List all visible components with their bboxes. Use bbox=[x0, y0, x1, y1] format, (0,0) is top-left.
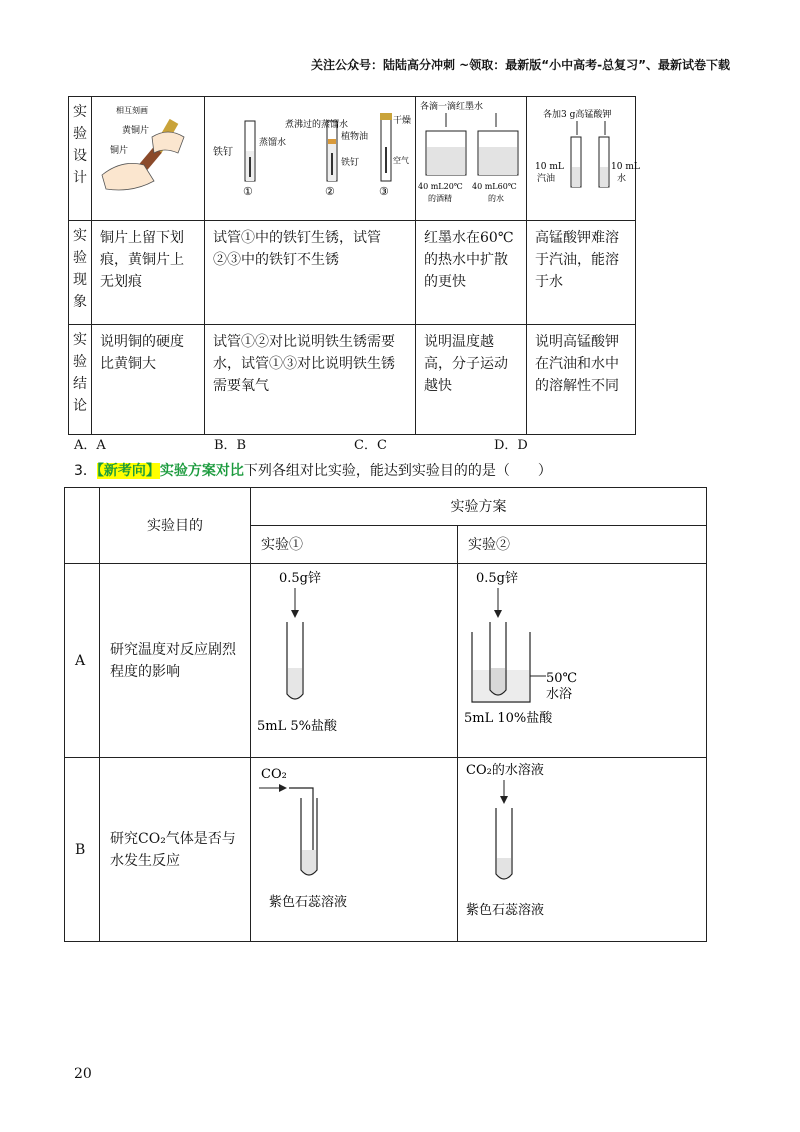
option-a: A bbox=[65, 564, 100, 758]
phenomenon-a: 铜片上留下划痕，黄铜片上无划痕 bbox=[92, 221, 205, 325]
figure-label: 10 mL bbox=[611, 162, 640, 172]
page-header: 关注公众号：陆陆高分冲刺 ~领取：最新版“小中高考-总复习”、最新试卷下载 bbox=[311, 58, 730, 72]
option-b: B bbox=[65, 758, 100, 942]
exp1-b bbox=[251, 758, 458, 942]
header-plan: 实验方案 bbox=[251, 488, 707, 526]
figure-label: 40 mL60℃ bbox=[472, 182, 517, 191]
design-c bbox=[416, 97, 527, 221]
figure-label: 的水 bbox=[488, 194, 504, 203]
conclusion-c: 说明温度越高，分子运动越快 bbox=[416, 325, 527, 435]
figure-label: 铜片 bbox=[110, 146, 129, 156]
figure-label: 相互刻画 bbox=[116, 106, 148, 115]
figure-label: 蒸馏水 bbox=[259, 138, 287, 148]
figure-label: 干燥 bbox=[393, 116, 412, 126]
choice-d[interactable]: D．D bbox=[494, 438, 528, 453]
figure-label: 煮沸过的蒸馏水 bbox=[285, 120, 349, 130]
figure-label: 5mL 5%盐酸 bbox=[257, 719, 337, 734]
figure-label: 水浴 bbox=[546, 687, 573, 702]
zinc-acid-tube-figure bbox=[251, 564, 457, 750]
design-a bbox=[92, 97, 205, 221]
co2-bubbling-figure bbox=[251, 758, 457, 934]
header-purpose: 实验目的 bbox=[100, 488, 251, 564]
figure-label: 50℃ bbox=[546, 671, 578, 686]
figure-label: 5mL 10%盐酸 bbox=[464, 711, 553, 726]
zinc-acid-waterbath-figure bbox=[458, 564, 678, 750]
row-label-design: 实验设计 bbox=[69, 97, 92, 221]
figure-label: 0.5g锌 bbox=[279, 571, 321, 586]
tube-number: ① bbox=[243, 185, 253, 198]
figure-label: 各滴一滴红墨水 bbox=[420, 102, 484, 112]
figure-label: 空气 bbox=[393, 156, 409, 165]
figure-label: 汽油 bbox=[537, 174, 556, 184]
figure-label: 紫色石蕊溶液 bbox=[269, 895, 348, 910]
figure-label: 铁钉 bbox=[341, 158, 360, 168]
figure-label: CO₂ bbox=[261, 767, 287, 782]
conclusion-a: 说明铜的硬度比黄铜大 bbox=[92, 325, 205, 435]
phenomenon-b: 试管①中的铁钉生锈，试管②③中的铁钉不生锈 bbox=[205, 221, 416, 325]
figure-label: 水 bbox=[617, 174, 627, 184]
tube-number: ③ bbox=[379, 185, 389, 198]
choice-c[interactable]: C．C bbox=[354, 438, 387, 453]
experiment-table-1 bbox=[68, 96, 640, 435]
exp2-b bbox=[458, 758, 707, 942]
question-text: 下列各组对比实验，能达到实验目的的是（ ） bbox=[243, 463, 552, 479]
experiment-table-2 bbox=[64, 487, 707, 942]
row-label-phenomenon: 实验现象 bbox=[69, 221, 92, 325]
question-number: 3． bbox=[74, 463, 97, 479]
page-number: 20 bbox=[74, 1066, 92, 1082]
figure-label: 0.5g锌 bbox=[476, 571, 518, 586]
iron-rust-figure bbox=[205, 97, 415, 213]
purpose-a: 研究温度对反应剧烈程度的影响 bbox=[100, 564, 251, 758]
question-3 bbox=[74, 460, 552, 480]
header-exp2: 实验② bbox=[458, 526, 707, 564]
figure-label: CO₂的水溶液 bbox=[466, 763, 544, 778]
exp1-a bbox=[251, 564, 458, 758]
row-label-conclusion: 实验结论 bbox=[69, 325, 92, 435]
blank-header bbox=[65, 488, 100, 564]
hardness-scratch-figure bbox=[92, 97, 204, 213]
purpose-b: 研究CO₂气体是否与水发生反应 bbox=[100, 758, 251, 942]
conclusion-b: 试管①②对比说明铁生锈需要水，试管①③对比说明铁生锈需要氧气 bbox=[205, 325, 416, 435]
phenomenon-d: 高锰酸钾难溶于汽油，能溶于水 bbox=[527, 221, 636, 325]
figure-label: 10 mL bbox=[535, 162, 564, 172]
header-exp1: 实验① bbox=[251, 526, 458, 564]
diffusion-figure bbox=[416, 97, 526, 213]
phenomenon-c: 红墨水在60℃的热水中扩散的更快 bbox=[416, 221, 527, 325]
figure-label: 的酒精 bbox=[428, 194, 452, 203]
conclusion-d: 说明高锰酸钾在汽油和水中的溶解性不同 bbox=[527, 325, 636, 435]
design-d bbox=[527, 97, 640, 221]
solubility-figure bbox=[527, 97, 640, 213]
co2-solution-figure bbox=[458, 758, 678, 934]
question-tag: 【新考向】 bbox=[96, 463, 160, 479]
figure-label: 40 mL20℃ bbox=[418, 182, 463, 191]
question-tag-topic: 实验方案对比 bbox=[159, 463, 244, 479]
exp2-a bbox=[458, 564, 707, 758]
figure-label: 黄铜片 bbox=[122, 126, 150, 136]
choice-b[interactable]: B．B bbox=[214, 438, 247, 453]
figure-label: 铁钉 bbox=[213, 147, 233, 158]
tube-number: ② bbox=[325, 185, 335, 198]
figure-label: 植物油 bbox=[341, 132, 369, 142]
choice-a[interactable]: A．A bbox=[74, 438, 106, 453]
figure-label: 各加3 g高锰酸钾 bbox=[543, 110, 612, 120]
figure-label: 紫色石蕊溶液 bbox=[466, 903, 545, 918]
design-b bbox=[205, 97, 416, 221]
